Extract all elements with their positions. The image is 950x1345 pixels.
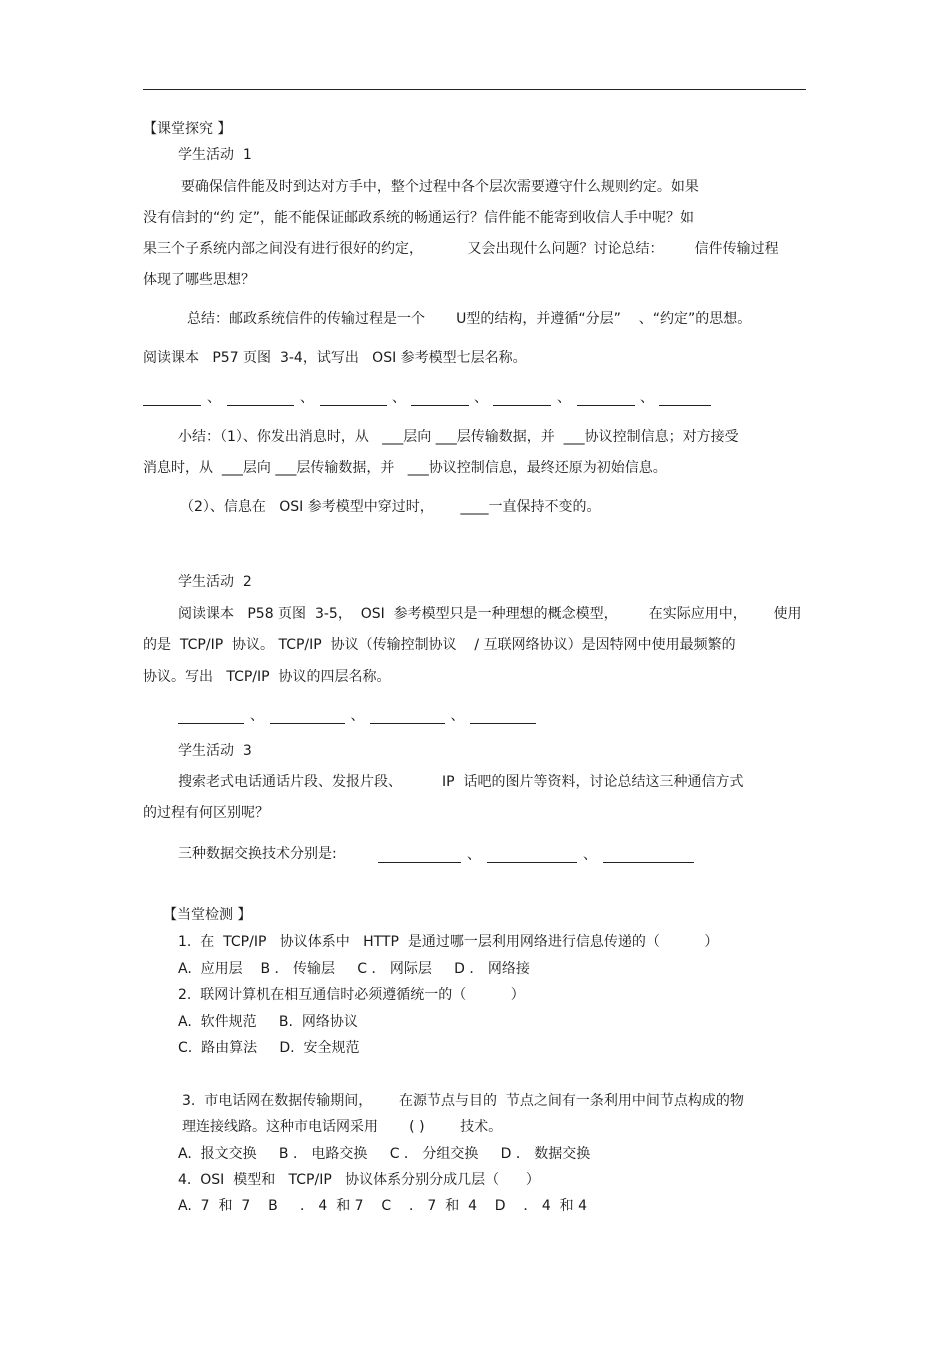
question-4-stem: 4. OSI 模型和 TCP/IP 协议体系分别分成几层（ ） — [178, 1172, 540, 1188]
fill-blank[interactable] — [603, 848, 694, 863]
activity1-paragraph-line: 果三个子系统内部之间没有进行很好的约定， 又会出现什么问题？讨论总结： 信件传输过程 — [143, 241, 779, 257]
separator: 、 — [583, 847, 597, 863]
activity3-title: 学生活动 3 — [178, 743, 252, 759]
fill-blank[interactable] — [320, 391, 387, 406]
separator: 、 — [640, 390, 654, 406]
fill-blank[interactable] — [659, 391, 711, 406]
activity1-reading: 阅读课本 P57 页图 3-4，试写出 OSI 参考模型七层名称。 — [143, 350, 527, 366]
separator: 、 — [450, 708, 465, 724]
activity3-line: 的过程有何区别呢？ — [143, 805, 269, 821]
separator: 、 — [250, 708, 264, 724]
activity2-line: 协议。写出 TCP/IP 协议的四层名称。 — [143, 669, 391, 685]
question-4-options: A. 7 和 7 B ． 4 和 7 C ． 7 和 4 D ． 4 和 4 — [178, 1198, 588, 1214]
osi-seven-layer-blanks — [143, 390, 711, 406]
fill-blank[interactable] — [143, 391, 201, 406]
fill-blank[interactable] — [470, 709, 536, 724]
fill-blank[interactable] — [577, 391, 635, 406]
fill-blank[interactable] — [178, 709, 244, 724]
activity3-line: 搜索老式电话通话片段、发报片段、 IP 话吧的图片等资料，讨论总结这三种通信方式 — [178, 774, 744, 790]
fill-blank[interactable] — [487, 848, 577, 863]
separator: 、 — [300, 390, 314, 406]
activity2-line: 阅读课本 P58 页图 3-5， OSI 参考模型只是一种理想的概念模型， 在实际应用中， 使用 — [178, 606, 802, 622]
header-rule — [143, 89, 806, 90]
question-3-options: A. 报文交换 B ． 电路交换 C ． 分组交换 D ． 数据交换 — [178, 1146, 591, 1162]
question-3-stem: 3. 市电话网在数据传输期间， 在源节点与目的 节点之间有一条利用中间节点构成的物 — [182, 1093, 744, 1109]
exchange-label: 三种数据交换技术分别是: — [178, 846, 337, 862]
question-2-stem: 2. 联网计算机在相互通信时必须遵循统一的（ ） — [178, 987, 525, 1003]
separator: 、 — [392, 390, 406, 406]
question-1-options: A. 应用层 B ． 传输层 C ． 网际层 D ． 网络接 — [178, 961, 530, 977]
tcpip-four-layer-blanks — [178, 708, 536, 724]
fill-blank[interactable] — [370, 709, 445, 724]
exchange-tech-row — [178, 845, 694, 863]
activity1-paragraph-line: 没有信封的“约 定”，能不能保证邮政系统的畅通运行？信件能不能寄到收信人手中呢？如 — [143, 210, 694, 226]
separator: 、 — [474, 390, 488, 406]
fill-blank[interactable] — [411, 391, 469, 406]
activity2-line: 的是 TCP/IP 协议。 TCP/IP 协议（传输控制协议 / 互联网络协议）是因特网中使用最频繁的 — [143, 637, 736, 653]
separator: 、 — [557, 390, 571, 406]
separator: 、 — [207, 390, 221, 406]
section-heading-inquiry: 【课堂探究 】 — [143, 121, 232, 137]
activity1-paragraph-line: 体现了哪些思想？ — [143, 272, 255, 288]
fill-blank[interactable] — [227, 391, 294, 406]
question-3-stem: 理连接线路。这种市电话网采用 ( ) 技术。 — [182, 1119, 503, 1135]
activity1-xiaojie-line: （2）、信息在 OSI 参考模型中穿过时， ____一直保持不变的。 — [180, 499, 601, 515]
question-1-stem: 1. 在 TCP/IP 协议体系中 HTTP 是通过哪一层利用网络进行信息传递的（ ） — [178, 934, 719, 950]
section-heading-check: 【当堂检测 】 — [163, 907, 252, 923]
activity1-paragraph-line: 要确保信件能及时到达对方手中，整个过程中各个层次需要遵守什么规则约定。如果 — [172, 179, 699, 195]
question-2-options: C. 路由算法 D. 安全规范 — [178, 1040, 360, 1056]
activity1-title: 学生活动 1 — [178, 147, 252, 163]
activity1-summary: 总结：邮政系统信件的传输过程是一个 U型的结构，并遵循“分层” 、“约定”的思想。 — [187, 311, 752, 327]
fill-blank[interactable] — [378, 848, 461, 863]
fill-blank[interactable] — [493, 391, 551, 406]
fill-blank[interactable] — [270, 709, 345, 724]
separator: 、 — [467, 847, 481, 863]
separator: 、 — [350, 708, 365, 724]
activity2-title: 学生活动 2 — [178, 574, 252, 590]
activity1-xiaojie-line: 小结：（1）、你发出消息时，从 ___层向 ___层传输数据，并 ___协议控制信息；对方接受 — [178, 429, 739, 445]
question-2-options: A. 软件规范 B. 网络协议 — [178, 1014, 358, 1030]
activity1-xiaojie-line: 消息时，从 ___层向 ___层传输数据，并 ___协议控制信息，最终还原为初始信息。 — [143, 460, 667, 476]
